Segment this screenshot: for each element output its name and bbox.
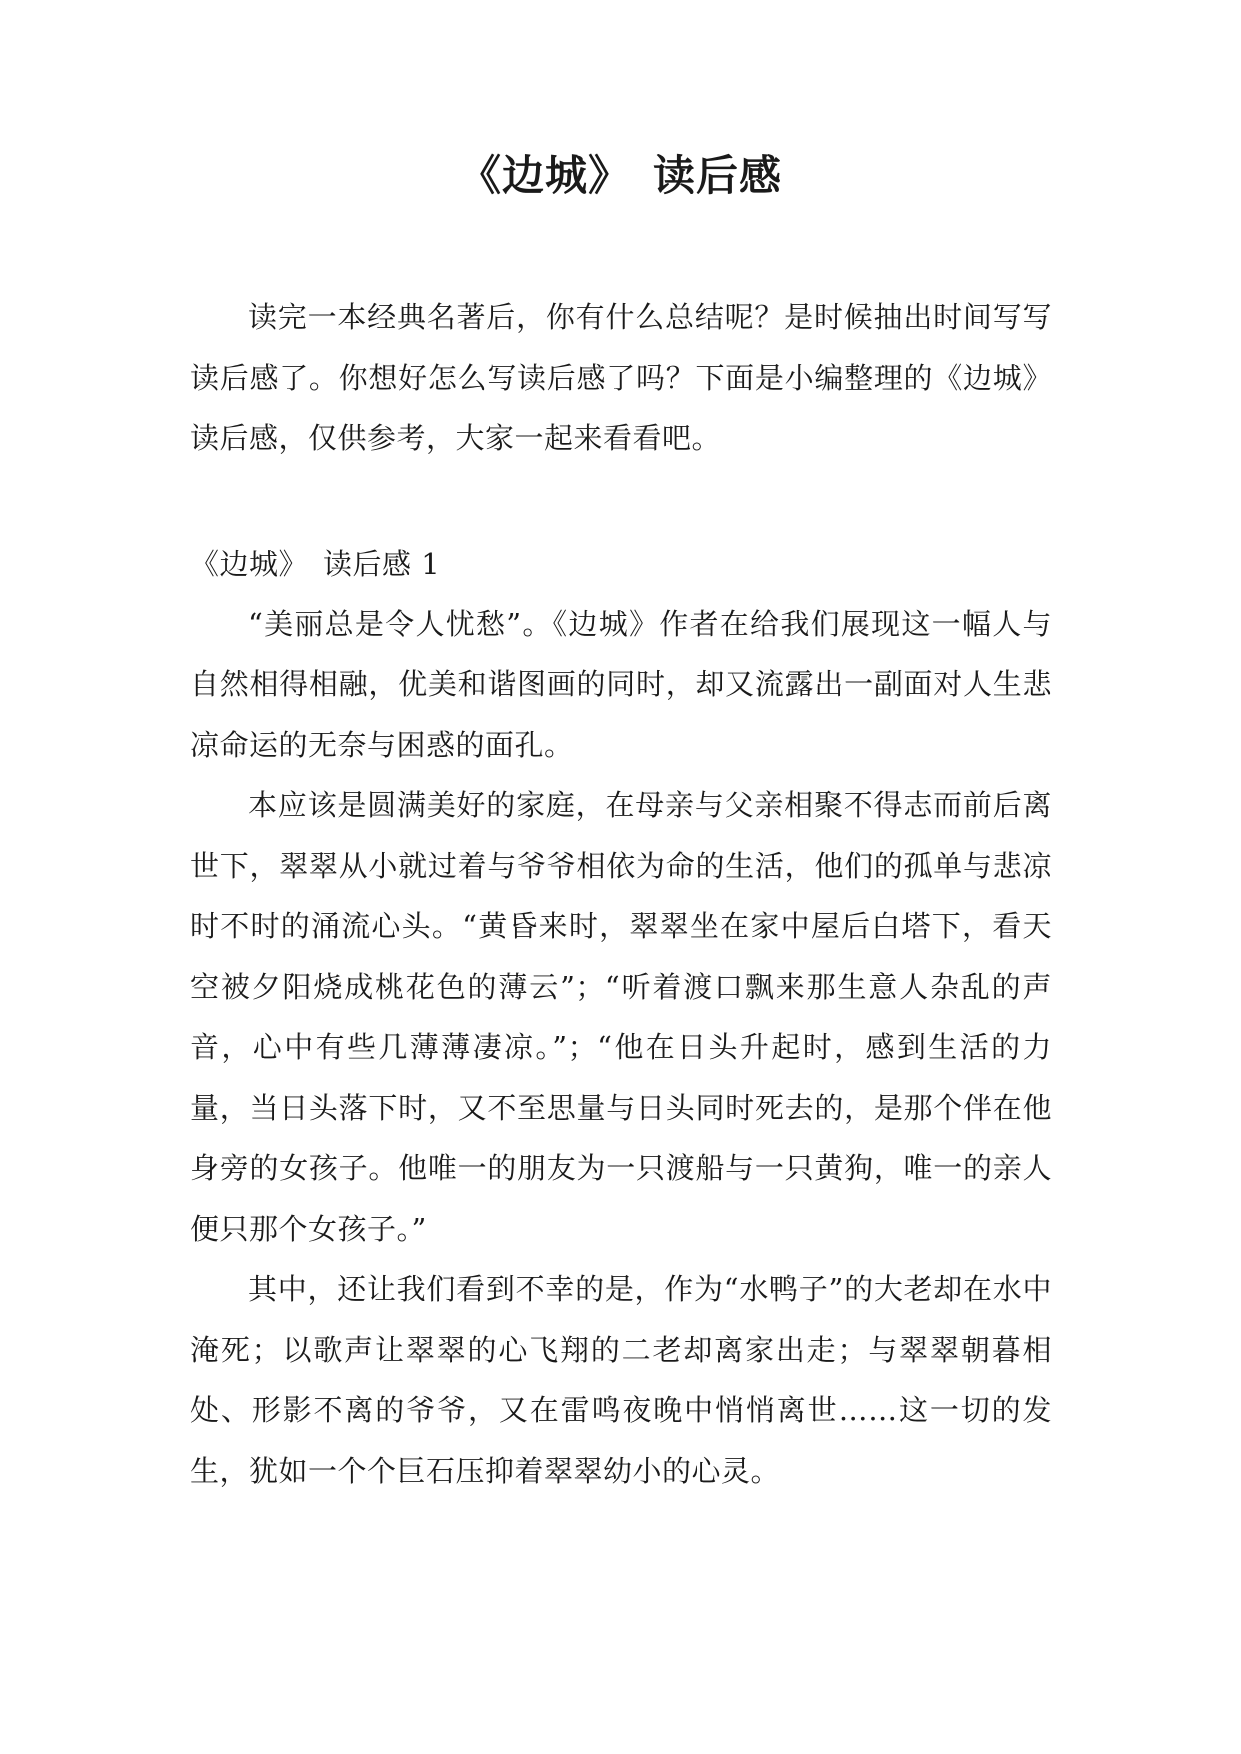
- intro-paragraph: 读完一本经典名著后，你有什么总结呢？是时候抽出时间写写读后感了。你想好怎么写读后感了吗？下面是小编整理的《边城》 读后感，仅供参考，大家一起来看看吧。: [190, 300, 1062, 455]
- page-title: 《边城》 读后感: [458, 151, 782, 200]
- document-body: [190, 287, 1062, 1501]
- body-paragraph-2: 本应该是圆满美好的家庭，在母亲与父亲相聚不得志而前后离世下，翠翠从小就过着与爷爷相依为命的生活，他们的孤单与悲凉时不时的涌流心头。“黄昏来时，翠翠坐在家中屋后白塔下，看天空被夕阳烧成桃花色的薄云”；“听着渡口飘来那生意人杂乱的声音，心中有些几薄薄凄凉。”；“他在日头升起时，感到生活的力量，当日头落下时，又不至思量与日头同时死去的，是那个伴在他身旁的女孩子。他唯一的朋友为一只渡船与一只黄狗，唯一的亲人便只那个女孩子。”: [190, 788, 1052, 1246]
- section-heading: 《边城》 读后感 1: [190, 546, 441, 581]
- body-paragraph-1: “美丽总是令人忧愁”。《边城》作者在给我们展现这一幅人与自然相得相融，优美和谐图画的同时，却又流露出一副面对人生悲凉命运的无奈与困惑的面孔。: [190, 606, 1052, 762]
- body-paragraph-3: 其中，还让我们看到不幸的是，作为“水鸭子”的大老却在水中淹死；以歌声让翠翠的心飞翔的二老却离家出走；与翠翠朝暮相处、形影不离的爷爷，又在雷鸣夜晚中悄悄离世……这一切的发生，犹如一个个巨石压抑着翠翠幼小的心灵。: [190, 1272, 1052, 1488]
